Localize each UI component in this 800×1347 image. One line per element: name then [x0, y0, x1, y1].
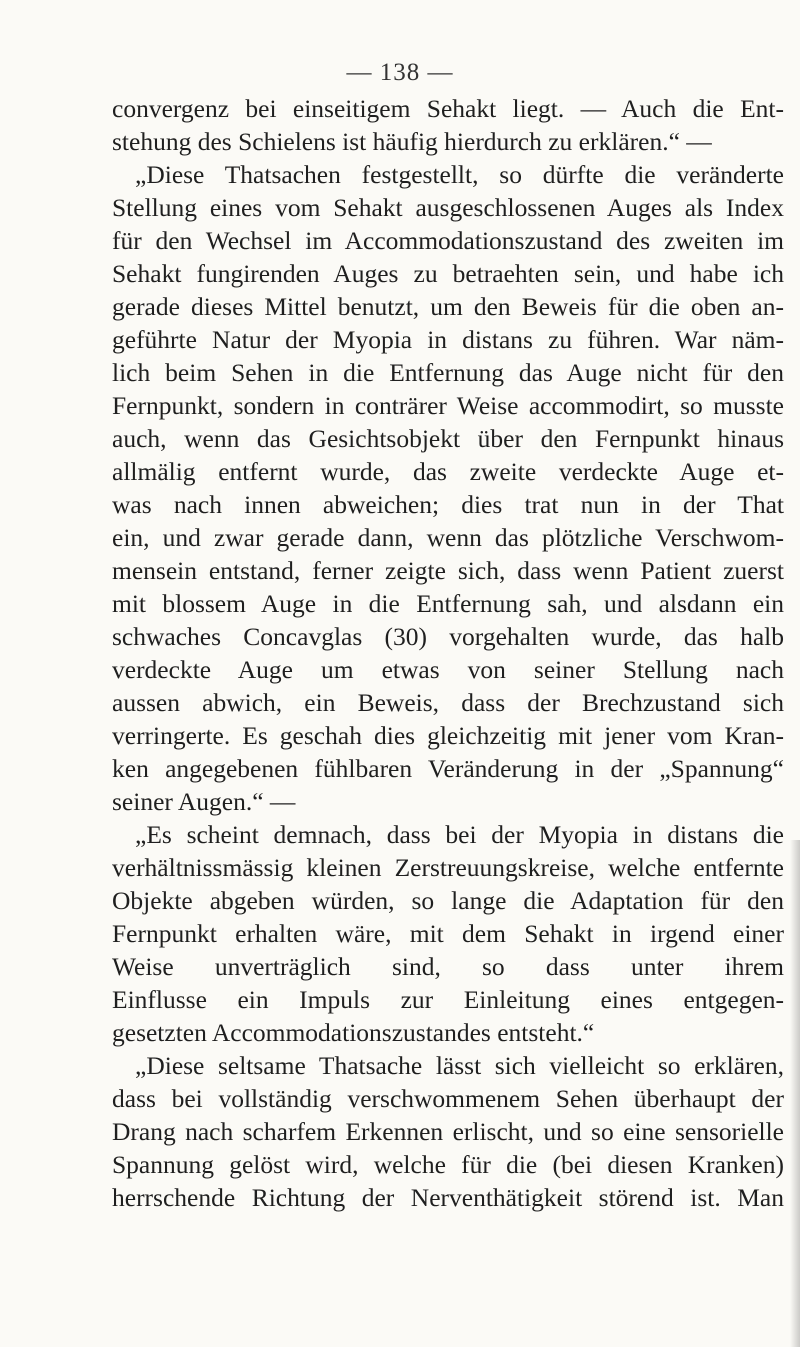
- text-line: auch, wenn das Gesichtsobjekt über den Fernpunkt hinaus: [112, 424, 784, 453]
- text-line: aussen abwich, ein Beweis, dass der Brechzustand sich: [112, 688, 784, 717]
- text-line: was nach innen abweichen; dies trat nun in der That: [112, 490, 784, 519]
- text-line: gesetzten Accommodationszustandes entsteht.“: [112, 1018, 595, 1047]
- text-line: Spannung gelöst wird, welche für die (bei diesen Kranken): [112, 1150, 784, 1179]
- text-line: Sehakt fungirenden Auges zu betraehten sein, und habe ich: [112, 259, 784, 288]
- text-line: herrschende Richtung der Nerventhätigkeit störend ist. Man: [112, 1183, 784, 1212]
- text-line: ein, und zwar gerade dann, wenn das plötzliche Verschwom-: [112, 523, 784, 552]
- text-line: verringerte. Es geschah dies gleichzeitig mit jener vom Kran-: [112, 721, 784, 750]
- text-line: gerade dieses Mittel benutzt, um den Beweis für die oben an-: [112, 292, 784, 321]
- text-line: Fernpunkt, sondern in conträrer Weise accommodirt, so musste: [112, 391, 784, 420]
- text-line: seiner Augen.“ —: [112, 787, 296, 816]
- text-line: verdeckte Auge um etwas von seiner Stellung nach: [112, 655, 784, 684]
- text-line: „Diese seltsame Thatsache lässt sich vielleicht so erklären,: [135, 1051, 784, 1080]
- text-line: mit blossem Auge in die Entfernung sah, und alsdann ein: [112, 589, 784, 618]
- text-line: „Diese Thatsachen festgestellt, so dürfte die veränderte: [135, 160, 784, 189]
- text-line: geführte Natur der Myopia in distans zu führen. War näm-: [112, 325, 784, 354]
- text-line: schwaches Concavglas (30) vorgehalten wurde, das halb: [112, 622, 784, 651]
- text-line: lich beim Sehen in die Entfernung das Auge nicht für den: [112, 358, 784, 387]
- text-line: dass bei vollständig verschwommenem Sehen überhaupt der: [112, 1084, 784, 1113]
- text-line: ken angegebenen fühlbaren Veränderung in der „Spannung“: [112, 754, 784, 783]
- text-line: mensein entstand, ferner zeigte sich, dass wenn Patient zuerst: [112, 556, 784, 585]
- text-line: convergenz bei einseitigem Sehakt liegt. — Auch die Ent-: [112, 94, 784, 123]
- text-line: Weise unverträglich sind, so dass unter ihrem: [112, 952, 784, 981]
- text-line: für den Wechsel im Accommodationszustand des zweiten im: [112, 226, 784, 255]
- page-edge-shadow: [790, 840, 800, 1347]
- text-line: „Es scheint demnach, dass bei der Myopia in distans die: [135, 820, 784, 849]
- text-line: Einflusse ein Impuls zur Einleitung eines entgegen-: [112, 985, 784, 1014]
- body-text: [112, 92, 784, 1214]
- text-line: Drang nach scharfem Erkennen erlischt, und so eine sensorielle: [112, 1117, 784, 1146]
- text-line: Stellung eines vom Sehakt ausgeschlossenen Auges als Index: [112, 193, 784, 222]
- page-number: — 138 —: [346, 59, 454, 86]
- text-line: allmälig entfernt wurde, das zweite verdeckte Auge et-: [112, 457, 784, 486]
- text-line: Fernpunkt erhalten wäre, mit dem Sehakt in irgend einer: [112, 919, 784, 948]
- text-line: stehung des Schielens ist häufig hierdurch zu erklären.“ —: [112, 127, 712, 156]
- text-line: Objekte abgeben würden, so lange die Adaptation für den: [112, 886, 784, 915]
- text-line: verhältnissmässig kleinen Zerstreuungskreise, welche entfernte: [112, 853, 784, 882]
